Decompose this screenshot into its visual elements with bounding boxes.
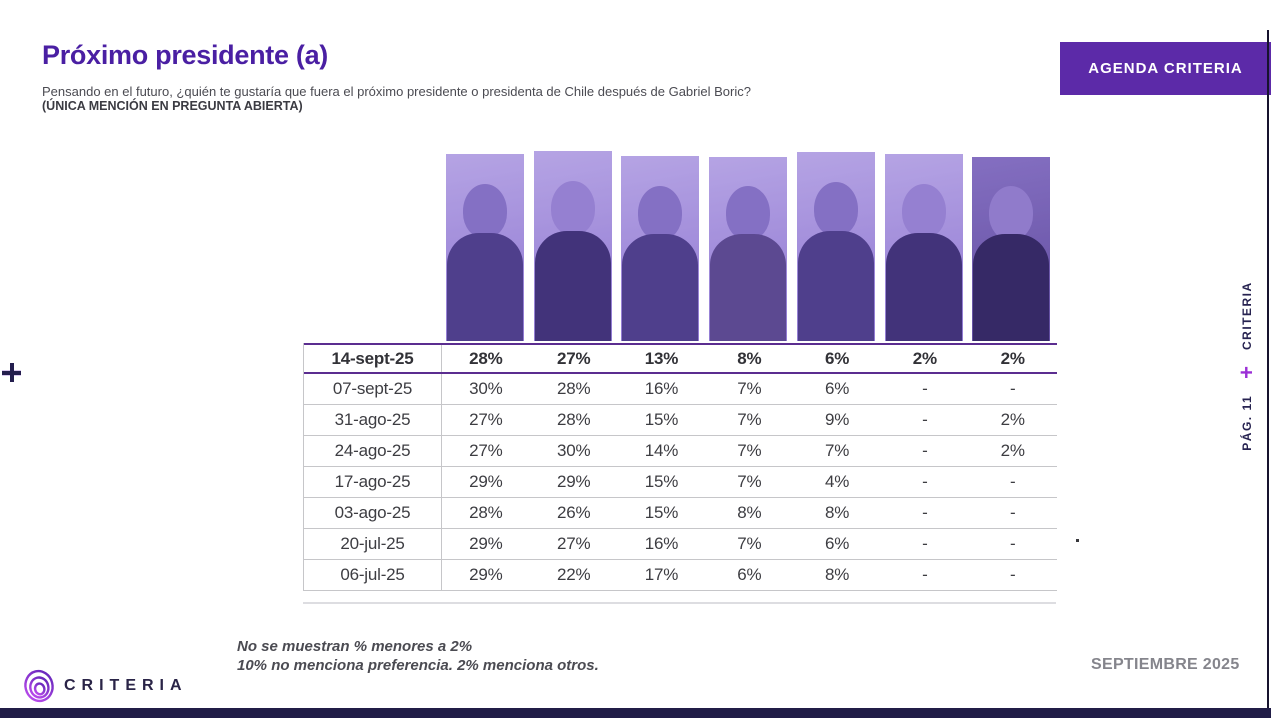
- value-cell: -: [922, 534, 928, 553]
- value-cell: 7%: [737, 472, 762, 491]
- value-cell: 8%: [825, 503, 850, 522]
- value-cell: 28%: [469, 348, 503, 368]
- date-cell: 20-jul-25: [304, 529, 442, 559]
- side-strip: [1234, 266, 1259, 466]
- sidebar-page-label: PÁG. 11: [1240, 394, 1254, 451]
- value-cell: 27%: [556, 534, 591, 553]
- value-cell: 7%: [737, 441, 762, 460]
- value-cell: -: [1009, 534, 1016, 553]
- value-cell: 15%: [644, 472, 679, 491]
- stray-dot: [1076, 539, 1079, 542]
- plus-icon: +: [1234, 365, 1259, 379]
- value-cell: 2%: [912, 348, 937, 368]
- value-cell: -: [1009, 472, 1016, 491]
- value-cell: 2%: [1000, 410, 1025, 429]
- table-row: [304, 436, 1057, 467]
- value-cell: 27%: [556, 348, 591, 368]
- table-row: [304, 529, 1057, 560]
- table-row: [304, 405, 1057, 436]
- table-row: [304, 498, 1057, 529]
- value-cell: 7%: [737, 410, 762, 429]
- subtitle: Pensando en el futuro, ¿quién te gustaría que fuera el próximo presidente o presidenta de Chile después de Gabriel Boric?: [42, 84, 751, 99]
- value-cell: 29%: [469, 565, 503, 584]
- value-cell: 8%: [737, 503, 762, 522]
- value-cell: 17%: [644, 565, 679, 584]
- date-cell: 07-sept-25: [304, 374, 442, 404]
- footnote: [237, 637, 599, 675]
- right-vertical-rule: [1267, 30, 1269, 708]
- sidebar-brand-label: CRITERIA: [1240, 281, 1254, 350]
- date-cell: 17-ago-25: [304, 467, 442, 497]
- candidate-photo: [709, 157, 787, 341]
- value-cell: 2%: [1000, 441, 1025, 460]
- table-row: [304, 560, 1057, 591]
- value-cell: 6%: [825, 348, 850, 368]
- value-cell: 6%: [825, 379, 850, 398]
- left-plus-icon: [2, 363, 22, 383]
- value-cell: 6%: [737, 565, 762, 584]
- bottom-bar: [0, 708, 1271, 718]
- criteria-logo: [22, 668, 188, 704]
- value-cell: 28%: [469, 503, 503, 522]
- value-cell: -: [922, 379, 928, 398]
- table-row: [304, 467, 1057, 498]
- date-cell: 31-ago-25: [304, 405, 442, 435]
- value-cell: -: [1009, 503, 1016, 522]
- value-cell: 29%: [556, 472, 591, 491]
- value-cell: 6%: [825, 534, 850, 553]
- value-cell: 14%: [644, 441, 679, 460]
- value-cell: 8%: [825, 565, 850, 584]
- value-cell: 27%: [469, 441, 503, 460]
- value-cell: -: [922, 441, 928, 460]
- poll-table: [303, 343, 1057, 591]
- rings-icon: [22, 668, 56, 704]
- subtitle-note: (ÚNICA MENCIÓN EN PREGUNTA ABIERTA): [42, 99, 303, 113]
- candidate-photo: [972, 157, 1050, 341]
- value-cell: 7%: [825, 441, 850, 460]
- date-cell: 14-sept-25: [304, 345, 442, 372]
- value-cell: 28%: [556, 379, 591, 398]
- agenda-criteria-badge: AGENDA CRITERIA: [1060, 42, 1271, 95]
- value-cell: 2%: [1000, 348, 1025, 368]
- value-cell: 8%: [737, 348, 762, 368]
- value-cell: 4%: [825, 472, 850, 491]
- table-header-row: [304, 343, 1057, 374]
- value-cell: 15%: [644, 503, 679, 522]
- brand-label: CRITERIA: [64, 677, 188, 694]
- candidate-photo: [621, 156, 699, 341]
- value-cell: 29%: [469, 534, 503, 553]
- period-label: SEPTIEMBRE 2025: [1091, 656, 1240, 673]
- candidate-photo: [534, 151, 612, 341]
- value-cell: -: [922, 472, 928, 491]
- value-cell: 29%: [469, 472, 503, 491]
- value-cell: -: [1009, 379, 1016, 398]
- date-cell: 24-ago-25: [304, 436, 442, 466]
- table-row: [304, 374, 1057, 405]
- candidate-photo: [797, 152, 875, 341]
- value-cell: 30%: [556, 441, 591, 460]
- value-cell: 27%: [469, 410, 503, 429]
- candidate-photo: [885, 154, 963, 341]
- value-cell: -: [922, 503, 928, 522]
- value-cell: 26%: [556, 503, 591, 522]
- value-cell: 30%: [469, 379, 503, 398]
- value-cell: -: [1009, 565, 1016, 584]
- candidate-photo: [446, 154, 524, 341]
- value-cell: 16%: [644, 379, 679, 398]
- value-cell: 28%: [556, 410, 591, 429]
- value-cell: 22%: [556, 565, 591, 584]
- date-cell: 03-ago-25: [304, 498, 442, 528]
- value-cell: 16%: [644, 534, 679, 553]
- value-cell: -: [922, 410, 928, 429]
- value-cell: 7%: [737, 534, 762, 553]
- value-cell: -: [922, 565, 928, 584]
- footnote-line-1: No se muestran % menores a 2%: [237, 638, 473, 655]
- date-cell: 06-jul-25: [304, 560, 442, 590]
- value-cell: 13%: [644, 348, 679, 368]
- table-bottom-shadow: [303, 602, 1056, 604]
- footnote-line-2: 10% no menciona preferencia. 2% menciona otros.: [237, 657, 599, 674]
- value-cell: 7%: [737, 379, 762, 398]
- page-title: Próximo presidente (a): [42, 40, 328, 70]
- value-cell: 15%: [644, 410, 679, 429]
- value-cell: 9%: [825, 410, 850, 429]
